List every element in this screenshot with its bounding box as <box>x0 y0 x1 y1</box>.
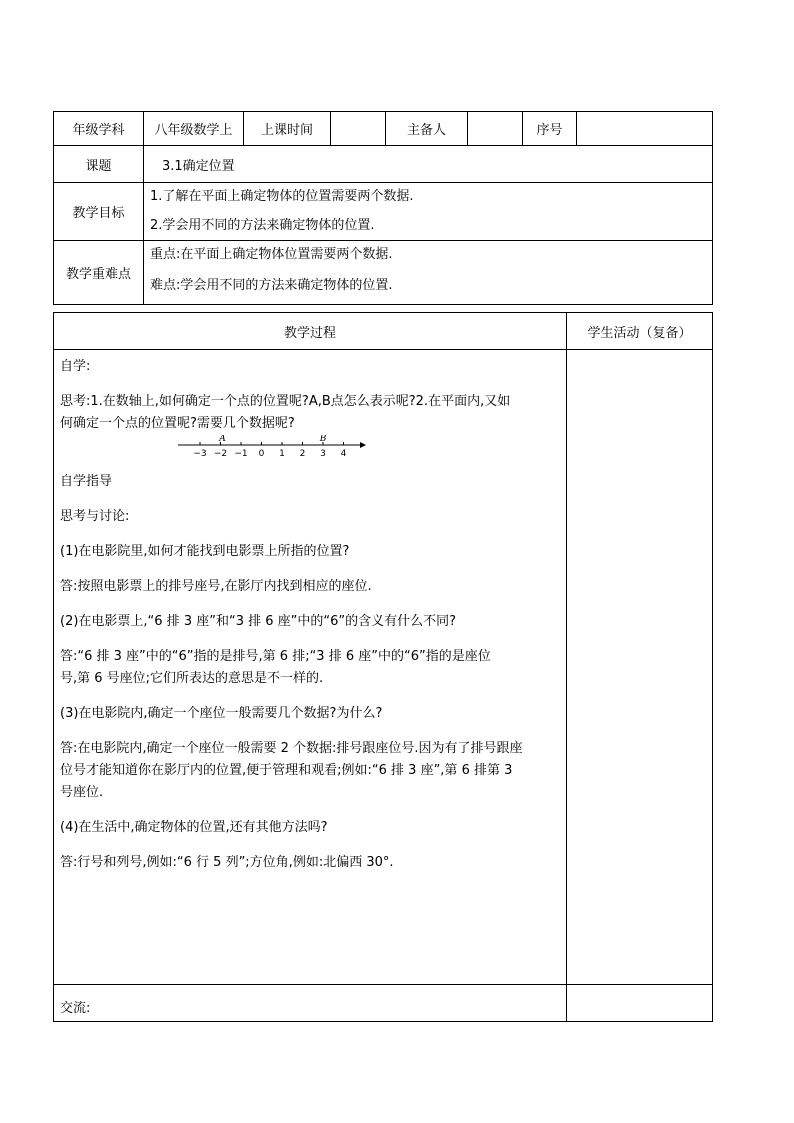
class-time-label: 上课时间 <box>244 112 331 146</box>
answer-2: 答:“6 排 3 座”中的“6”指的是排号,第 6 排;“3 排 6 座”中的“6”指的是座位 <box>60 649 491 664</box>
teaching-process-table <box>53 312 713 1022</box>
think-text: 思考:1.在数轴上,如何确定一个点的位置呢?A,B点怎么表示呢?2.在平面内,又如 <box>60 394 511 409</box>
goal-item: 2.学会用不同的方法来确定物体的位置. <box>150 218 375 233</box>
sequence-value[interactable] <box>577 112 713 146</box>
focus-text: 重点:在平面上确定物体位置需要两个数据. <box>150 247 393 262</box>
difficulty-text: 难点:学会用不同的方法来确定物体的位置. <box>150 278 393 293</box>
process-body <box>54 350 567 985</box>
discuss-heading: 思考与讨论: <box>60 509 130 524</box>
question-2: (2)在电影票上,“6 排 3 座”和“3 排 6 座”中的“6”的含义有什么不同? <box>60 614 457 629</box>
question-4: (4)在生活中,确定物体的位置,还有其他方法吗? <box>60 820 328 835</box>
answer-3: 答:在电影院内,确定一个座位一般需要 2 个数据:排号跟座位号.因为有了排号跟座 <box>60 741 523 756</box>
student-activity-cell[interactable] <box>567 350 713 985</box>
sequence-label: 序号 <box>523 112 577 146</box>
grade-label: 年级学科 <box>54 112 144 146</box>
answer-4: 答:行号和列号,例如:“6 行 5 列”;方位角,例如:北偏西 30°. <box>60 855 394 870</box>
tick-label: 4 <box>340 449 347 457</box>
question-3: (3)在电影院内,确定一个座位一般需要几个数据?为什么? <box>60 706 383 721</box>
goals-label: 教学目标 <box>54 183 144 241</box>
lesson-info-table <box>53 111 713 305</box>
question-1: (1)在电影院里,如何才能找到电影票上所指的位置? <box>60 544 350 559</box>
exchange-cell <box>54 985 567 1022</box>
number-line-ticks <box>193 442 346 457</box>
student-activity-title: 学生活动（复备） <box>567 313 713 350</box>
tick-label: 1 <box>279 449 285 457</box>
tick-label: 2 <box>299 449 306 457</box>
tick-label: −1 <box>234 449 248 457</box>
tick-label: 3 <box>320 449 326 457</box>
point-b-label: B <box>319 435 327 444</box>
answer-1: 答:按照电影票上的排号座号,在影厅内找到相应的座位. <box>60 579 372 594</box>
keypoints-label: 教学重难点 <box>54 241 144 305</box>
exchange-activity-cell[interactable] <box>567 985 713 1022</box>
guide-heading: 自学指导 <box>60 474 113 489</box>
goals-cell <box>144 183 713 241</box>
topic-value: 3.1确定位置 <box>144 146 713 183</box>
think-text: 何确定一个点的位置呢?需要几个数据呢? <box>60 416 295 431</box>
self-study-heading: 自学: <box>60 359 91 374</box>
answer-3: 号座位. <box>60 785 104 800</box>
arrow-icon <box>360 442 366 448</box>
tick-label: 0 <box>258 449 265 457</box>
number-line-figure <box>178 435 368 457</box>
grade-value: 八年级数学上 <box>144 112 244 146</box>
answer-3: 位号才能知道你在影厅内的位置,便于管理和观看;例如:“6 排 3 座”,第 6 排第 3 <box>60 763 513 778</box>
class-time-value[interactable] <box>331 112 386 146</box>
exchange-heading: 交流: <box>60 1000 91 1016</box>
point-a-label: A <box>219 435 226 444</box>
answer-2: 号,第 6 号座位;它们所表达的意思是不一样的. <box>60 671 324 686</box>
keypoints-cell <box>144 241 713 305</box>
tick-label: −3 <box>193 449 207 457</box>
preparer-label: 主备人 <box>386 112 468 146</box>
process-title: 教学过程 <box>54 313 567 350</box>
goal-item: 1.了解在平面上确定物体的位置需要两个数据. <box>150 189 414 204</box>
preparer-value[interactable] <box>468 112 523 146</box>
topic-label: 课题 <box>54 146 144 183</box>
tick-label: −2 <box>213 449 228 457</box>
